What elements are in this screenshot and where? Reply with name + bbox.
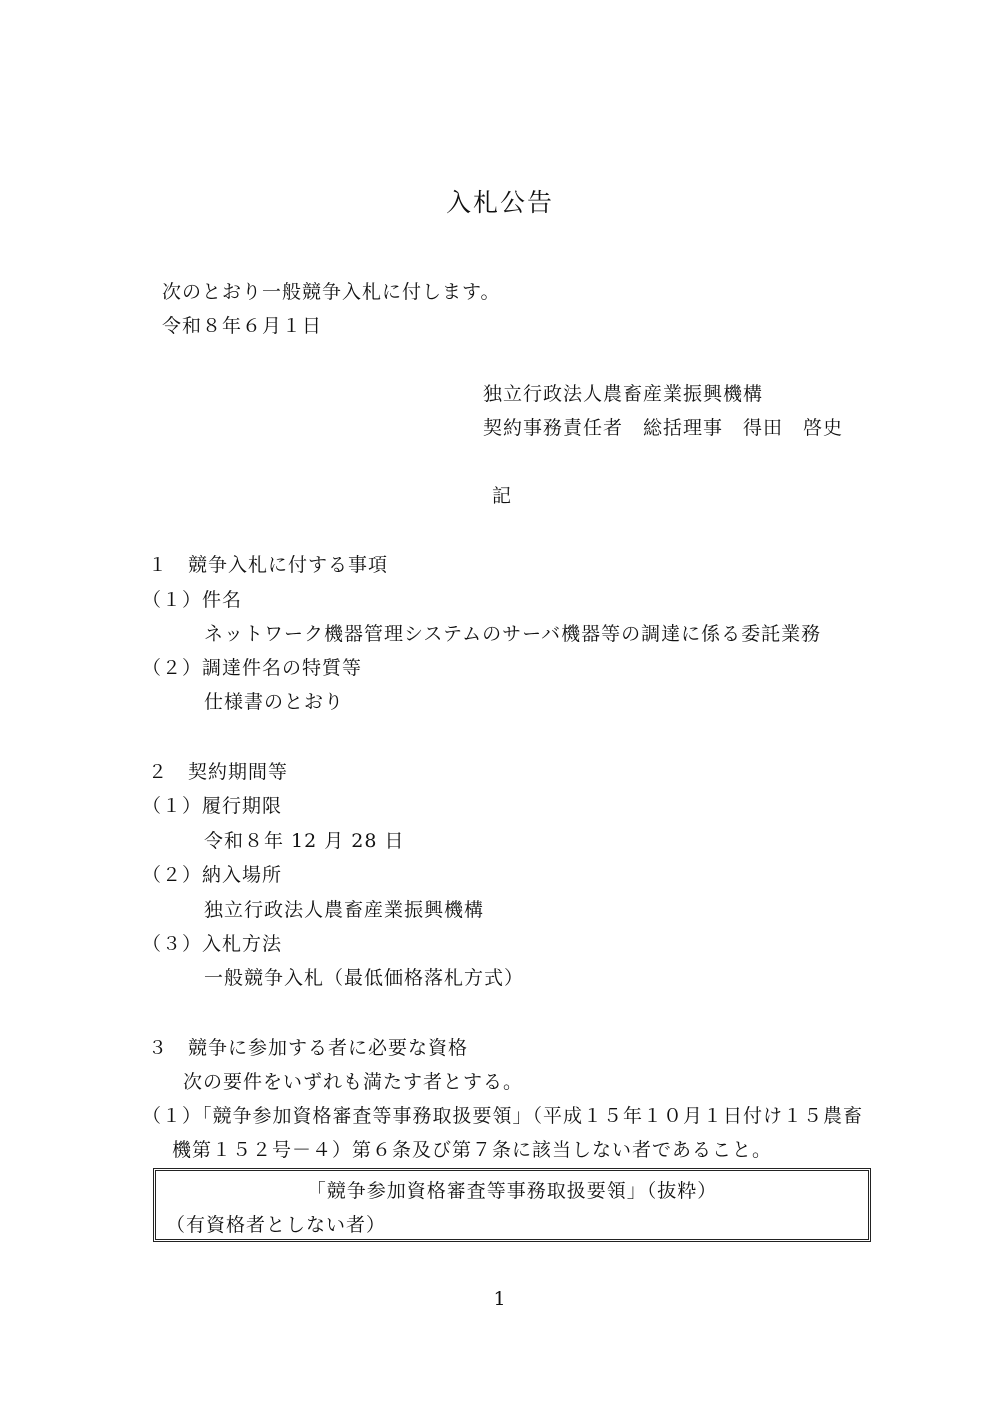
excerpt-box xyxy=(153,1168,871,1242)
section-2-item-1-value: 令和８年 12 月 28 日 xyxy=(204,830,405,852)
issuer-person: 契約事務責任者 総括理事 得田 啓史 xyxy=(483,417,844,439)
section-1-item-1-value: ネットワーク機器管理システムのサーバ機器等の調達に係る委託業務 xyxy=(204,623,822,645)
issuer-organization: 独立行政法人農畜産業振興機構 xyxy=(483,383,764,405)
section-2-heading: ２ 契約期間等 xyxy=(148,761,289,783)
section-1-item-2-label: （２）調達件名の特質等 xyxy=(142,657,363,679)
section-3-item-1-line-1: （１）「競争参加資格審査等事務取扱要領」（平成１５年１０月１日付け１５農畜 xyxy=(142,1105,864,1127)
section-1-item-1-label: （１）件名 xyxy=(142,589,243,611)
section-3-item-1-line-2: 機第１５２号－４）第６条及び第７条に該当しない者であること。 xyxy=(172,1139,773,1161)
ki-mark: 記 xyxy=(492,485,513,507)
section-1-item-2-value: 仕様書のとおり xyxy=(204,691,345,713)
section-2-item-3-value: 一般競争入札（最低価格落札方式） xyxy=(204,967,525,989)
page-title: 入札公告 xyxy=(445,188,554,217)
section-2-item-2-value: 独立行政法人農畜産業振興機構 xyxy=(204,899,485,921)
excerpt-box-title: 「競争参加資格審査等事務取扱要領」（抜粋） xyxy=(306,1180,718,1202)
page-number: 1 xyxy=(493,1288,507,1310)
notice-date: 令和８年６月１日 xyxy=(162,315,323,337)
section-3-lead: 次の要件をいずれも満たす者とする。 xyxy=(183,1071,524,1093)
section-3-heading: ３ 競争に参加する者に必要な資格 xyxy=(148,1037,469,1059)
section-2-item-2-label: （２）納入場所 xyxy=(142,864,283,886)
intro-text: 次のとおり一般競争入札に付します。 xyxy=(162,281,501,303)
section-2-item-1-label: （１）履行期限 xyxy=(142,795,283,817)
section-1-heading: １ 競争入札に付する事項 xyxy=(148,554,389,576)
excerpt-box-subtitle: （有資格者としない者） xyxy=(166,1214,387,1236)
section-2-item-3-label: （３）入札方法 xyxy=(142,933,283,955)
